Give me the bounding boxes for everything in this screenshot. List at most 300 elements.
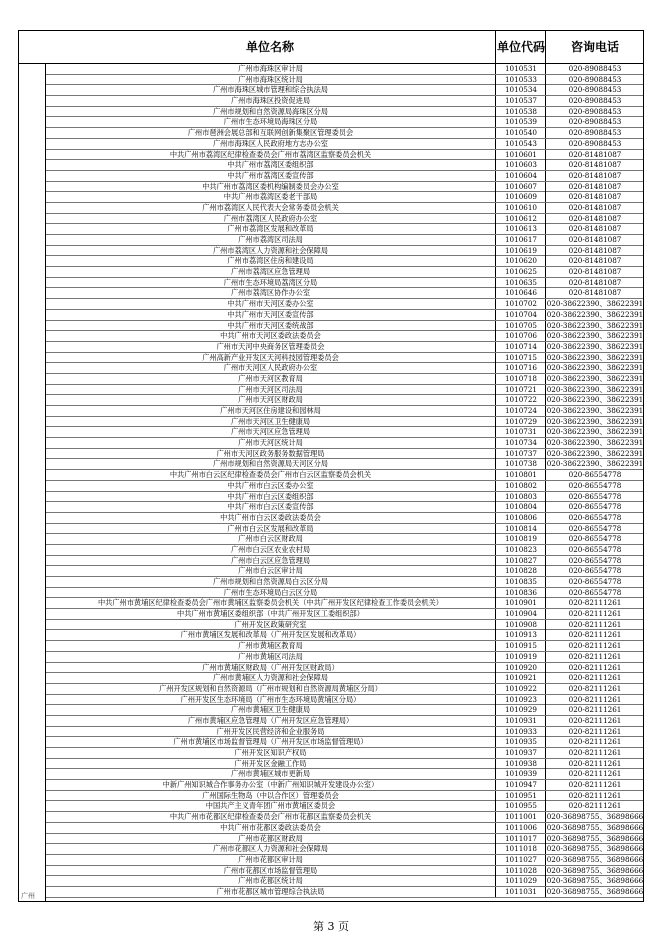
phone-cell: 020-38622390、38622391 (546, 373, 644, 383)
phone-cell: 020-82111261 (545, 716, 644, 726)
table-row (46, 834, 643, 845)
table-row (46, 406, 643, 417)
phone-cell: 020-82111261 (545, 620, 644, 630)
table-row (46, 417, 643, 428)
table-row (46, 887, 643, 898)
unit-name-cell: 广州市黄埔区应急管理局（广州开发区应急管理局） (187, 715, 354, 725)
unit-code-cell: 1010603 (495, 160, 546, 170)
page-footer: 第 3 页 (313, 920, 349, 933)
unit-code-cell: 1010908 (495, 620, 546, 630)
phone-cell: 020-89088453 (545, 139, 644, 149)
unit-name-cell: 广州市花都区财政局 (238, 833, 303, 843)
phone-cell: 020-38622390、38622391 (546, 406, 644, 415)
phone-cell: 020-38622390、38622391 (546, 459, 644, 469)
phone-cell: 020-38622390、38622391 (546, 448, 644, 458)
unit-name-cell: 中共广州市白云区委组织部 (227, 491, 314, 501)
unit-name-cell: 广州市天河区政务服务数据管理局 (216, 448, 325, 458)
table-row (46, 780, 643, 791)
table-row (46, 545, 643, 556)
unit-name-cell: 中共广州市荔湾区纪律检查委员会广州市荔湾区监察委员会机关 (169, 149, 372, 159)
unit-code-cell: 1010601 (495, 150, 546, 160)
unit-name-cell: 中共广州市天河区委办公室 (227, 299, 314, 309)
unit-code-cell: 1010619 (495, 246, 546, 256)
unit-code-cell: 1010901 (495, 598, 546, 608)
unit-name-cell: 中共广州市天河区委宣传部 (227, 309, 314, 319)
table-row (46, 630, 643, 641)
unit-name-cell: 中共广州市白云区委政法委员会 (220, 512, 321, 522)
unit-code-cell: 1010610 (495, 203, 546, 213)
phone-cell: 020-38622390、38622391 (546, 384, 644, 394)
phone-cell: 020-86554778 (545, 545, 644, 555)
table-row (46, 214, 643, 225)
unit-name-cell: 中共广州市天河区委统战部 (227, 320, 314, 330)
table-row (46, 652, 643, 663)
unit-name-cell: 广州市天河区财政局 (238, 395, 303, 405)
table-row (46, 620, 643, 631)
unit-code-cell: 1010935 (495, 737, 546, 747)
table-row (46, 737, 643, 748)
phone-cell: 020-82111261 (545, 759, 644, 769)
table-row (46, 96, 643, 107)
unit-name-cell: 广州市天河区应急管理局 (230, 427, 311, 437)
unit-name-cell: 广州市花都区城市管理综合执法局 (216, 886, 325, 896)
unit-code-cell: 1010814 (495, 524, 546, 534)
phone-cell: 020-82111261 (545, 598, 644, 608)
table-row (46, 150, 643, 161)
phone-cell: 020-81481087 (545, 192, 644, 202)
unit-code-cell: 1010737 (495, 449, 546, 459)
unit-code-cell: 1010951 (495, 791, 546, 801)
unit-code-cell: 1011017 (495, 834, 546, 844)
unit-code-cell: 1010931 (495, 716, 546, 726)
table-row (46, 203, 643, 214)
unit-code-cell: 1010938 (495, 759, 546, 769)
header-unit-name: 单位名称 (245, 40, 294, 54)
unit-name-cell: 广州市天河区卫生健康局 (230, 416, 311, 426)
unit-code-cell: 1010729 (495, 417, 546, 427)
unit-code-cell: 1010715 (495, 353, 546, 363)
unit-name-cell: 广州开发区规划和自然资源局（广州市规划和自然资源局黄埔区分局） (159, 683, 382, 693)
unit-code-cell: 1010955 (495, 801, 546, 811)
unit-code-cell: 1011001 (495, 812, 546, 822)
unit-name-cell: 广州市花都区人力资源和社会保障局 (212, 844, 328, 854)
unit-code-cell: 1010646 (495, 288, 546, 298)
table-row (46, 353, 643, 364)
table-row (46, 128, 643, 139)
phone-cell: 020-82111261 (545, 791, 644, 801)
unit-code-cell: 1010543 (495, 139, 546, 149)
phone-cell: 020-89088453 (545, 75, 644, 85)
unit-code-cell: 1011028 (495, 866, 546, 876)
phone-cell: 020-86554778 (545, 481, 644, 491)
unit-name-cell: 广州市生态环境局白云区分局 (223, 587, 318, 597)
phone-cell: 020-38622390、38622391 (546, 416, 644, 426)
phone-cell: 020-36898755、36898666 (546, 812, 644, 822)
table-row (46, 705, 643, 716)
phone-cell: 020-82111261 (545, 663, 644, 673)
phone-cell: 020-38622390、38622391 (546, 352, 644, 362)
unit-code-cell: 1010534 (495, 85, 546, 95)
header-unit-code: 单位代码 (495, 31, 546, 63)
unit-name-cell: 广州市琶洲会展总部和互联网创新集聚区管理委员会 (187, 128, 354, 138)
table-row (46, 759, 643, 770)
phone-cell: 020-82111261 (545, 801, 644, 811)
unit-code-cell: 1010620 (495, 256, 546, 266)
phone-cell: 020-89088453 (545, 107, 644, 117)
unit-code-cell: 1010705 (495, 321, 546, 331)
table-row (46, 641, 643, 652)
unit-name-cell: 广州市白云区财政局 (238, 534, 303, 544)
unit-code-cell: 1010913 (495, 630, 546, 640)
unit-name-cell: 广州市黄埔区市场监督管理局（广州开发区市场监督管理局） (173, 737, 368, 747)
unit-code-cell: 1010806 (495, 513, 546, 523)
unit-name-cell: 广州市天河区统计局 (238, 438, 303, 448)
phone-cell: 020-86554778 (545, 588, 644, 598)
unit-name-cell: 中共广州市黄埔区委组织部（中共广州开发区工委组织部） (177, 609, 364, 619)
table-row (46, 844, 643, 855)
unit-name-cell: 广州市天河区住房建设和园林局 (220, 406, 321, 415)
unit-code-cell: 1010904 (495, 609, 546, 619)
unit-code-cell: 1010714 (495, 342, 546, 352)
unit-code-cell: 1010625 (495, 267, 546, 277)
table-row (46, 598, 643, 609)
unit-name-cell: 中共广州市黄埔区纪律检查委员会广州市黄埔区监察委员会机关（中共广州开发区纪律检查工作委员会机关） (97, 598, 443, 608)
phone-cell: 020-38622390、38622391 (546, 309, 644, 319)
region-label: 广州 (21, 892, 35, 900)
table-row (46, 769, 643, 780)
table-row (46, 64, 643, 75)
phone-cell: 020-89088453 (545, 64, 644, 74)
phone-cell: 020-86554778 (545, 534, 644, 544)
table-row (46, 801, 643, 812)
table-row (46, 876, 643, 887)
unit-name-cell: 广州市荔湾区人民代表大会常务委员会机关 (202, 202, 339, 212)
unit-code-cell: 1011029 (495, 876, 546, 886)
table-row (46, 256, 643, 267)
unit-name-cell: 中共广州市花都区委政法委员会 (220, 822, 321, 832)
unit-code-cell: 1010939 (495, 769, 546, 779)
phone-cell: 020-82111261 (545, 705, 644, 715)
phone-cell: 020-38622390、38622391 (546, 331, 644, 341)
unit-name-cell: 广州开发区金融工作局 (234, 758, 307, 768)
unit-code-cell: 1010537 (495, 96, 546, 106)
unit-code-cell: 1011006 (495, 823, 546, 833)
unit-code-cell: 1011018 (495, 844, 546, 854)
table-row (46, 823, 643, 834)
phone-cell: 020-38622390、38622391 (546, 427, 644, 437)
unit-code-cell: 1010604 (495, 171, 546, 181)
phone-cell: 020-36898755、36898666 (546, 886, 644, 896)
table-header (19, 31, 643, 64)
unit-code-cell: 1010915 (495, 641, 546, 651)
phone-cell: 020-38622390、38622391 (546, 341, 644, 351)
phone-cell: 020-81481087 (545, 278, 644, 288)
phone-cell: 020-89088453 (545, 117, 644, 127)
unit-name-cell: 中共广州市荔湾区委宣传部 (227, 170, 314, 180)
unit-name-cell: 广州市黄埔区发展和改革局（广州开发区发展和改革局） (180, 630, 361, 640)
table-row (46, 267, 643, 278)
unit-code-cell: 1010609 (495, 192, 546, 202)
unit-name-cell: 广州市黄埔区司法局 (238, 651, 303, 661)
phone-cell: 020-86554778 (545, 470, 644, 480)
unit-name-cell: 广州市海珠区审计局 (238, 64, 303, 73)
unit-code-cell: 1010836 (495, 588, 546, 598)
unit-name-cell: 广州市白云区审计局 (238, 566, 303, 576)
unit-code-cell: 1010533 (495, 75, 546, 85)
unit-code-cell: 1010920 (495, 663, 546, 673)
phone-cell: 020-89088453 (545, 96, 644, 106)
unit-code-cell: 1010828 (495, 566, 546, 576)
table-row (46, 695, 643, 706)
table-row (46, 85, 643, 96)
phone-cell: 020-89088453 (545, 128, 644, 138)
unit-code-cell: 1010922 (495, 684, 546, 694)
unit-code-cell: 1010731 (495, 427, 546, 437)
phone-cell: 020-81481087 (545, 160, 644, 170)
unit-code-cell: 1010722 (495, 395, 546, 405)
phone-cell: 020-81481087 (545, 246, 644, 256)
unit-code-cell: 1010612 (495, 214, 546, 224)
phone-cell: 020-81481087 (545, 288, 644, 298)
unit-code-cell: 1010706 (495, 331, 546, 341)
unit-name-cell: 广州市荔湾区应急管理局 (230, 267, 311, 277)
table-row (46, 459, 643, 470)
unit-name-cell: 广州市荔湾区人力资源和社会保障局 (212, 245, 328, 255)
unit-code-cell: 1010835 (495, 577, 546, 587)
unit-code-cell: 1010804 (495, 502, 546, 512)
table-row (46, 310, 643, 321)
unit-code-cell: 1010718 (495, 374, 546, 384)
table-row (46, 812, 643, 823)
unit-name-cell: 广州开发区生态环境局（广州市生态环境局黄埔区分局） (180, 694, 361, 704)
unit-name-cell: 广州市白云区农业农村局 (230, 544, 311, 554)
unit-code-cell: 1010734 (495, 438, 546, 448)
table-row (46, 866, 643, 877)
unit-name-cell: 中共广州市荔湾区委老干部局 (223, 192, 318, 202)
phone-cell: 020-36898755、36898666 (546, 833, 644, 843)
unit-code-cell: 1010933 (495, 727, 546, 737)
phone-cell: 020-82111261 (545, 727, 644, 737)
table-row (46, 246, 643, 257)
table-row (46, 470, 643, 481)
unit-name-cell: 中新广州知识城合作事务办公室（中新广州知识城开发建设办公室） (162, 780, 379, 790)
phone-cell: 020-86554778 (545, 556, 644, 566)
unit-code-cell: 1010704 (495, 310, 546, 320)
unit-name-cell: 广州市白云区应急管理局 (230, 555, 311, 565)
table-row (46, 395, 643, 406)
phone-cell: 020-86554778 (545, 577, 644, 587)
unit-name-cell: 中共广州市荔湾区委组织部 (227, 160, 314, 170)
phone-cell: 020-36898755、36898666 (546, 876, 644, 886)
phone-cell: 020-89088453 (545, 85, 644, 95)
phone-cell: 020-36898755、36898666 (546, 822, 644, 832)
unit-name-cell: 广州市规划和自然资源局海珠区分局 (212, 106, 328, 116)
table-row (46, 524, 643, 535)
unit-code-cell: 1010539 (495, 117, 546, 127)
table-row (46, 171, 643, 182)
phone-cell: 020-38622390、38622391 (546, 438, 644, 448)
unit-name-cell: 广州市规划和自然资源局白云区分局 (212, 577, 328, 586)
phone-cell: 020-82111261 (545, 737, 644, 747)
phone-cell: 020-82111261 (545, 630, 644, 640)
unit-name-cell: 广州开发区政策研究室 (234, 619, 307, 629)
unit-code-cell: 1010702 (495, 299, 546, 309)
table-row (46, 139, 643, 150)
unit-code-cell: 1011027 (495, 855, 546, 865)
table-row (46, 791, 643, 802)
unit-name-cell: 广州市黄埔区卫生健康局 (230, 705, 311, 715)
unit-name-cell: 广州市荔湾区人民政府办公室 (223, 213, 318, 223)
phone-cell: 020-81481087 (545, 224, 644, 234)
unit-name-cell: 广州开发区民营经济和企业服务局 (216, 726, 325, 736)
unit-name-cell: 广州市荔湾区协作办公室 (230, 288, 311, 298)
phone-cell: 020-82111261 (545, 641, 644, 651)
table-row (46, 438, 643, 449)
unit-name-cell: 广州市天河区人民政府办公室 (223, 363, 318, 373)
phone-cell: 020-82111261 (545, 695, 644, 705)
unit-name-cell: 广州市花都区统计局 (238, 876, 303, 886)
table-row (46, 331, 643, 342)
table-row (46, 556, 643, 567)
table-row (46, 566, 643, 577)
unit-code-cell: 1010803 (495, 492, 546, 502)
table-row (46, 182, 643, 193)
unit-code-cell: 1010635 (495, 278, 546, 288)
table-row (46, 288, 643, 299)
unit-name-cell: 广州市海珠区城市管理和综合执法局 (212, 85, 328, 95)
unit-name-cell: 广州市规划和自然资源局天河区分局 (212, 459, 328, 469)
unit-name-cell: 中共广州市白云区委宣传部 (227, 502, 314, 512)
table-row (46, 855, 643, 866)
table-row (46, 385, 643, 396)
phone-cell: 020-86554778 (545, 502, 644, 512)
unit-code-cell: 1010716 (495, 363, 546, 373)
unit-code-cell: 1010617 (495, 235, 546, 245)
unit-code-cell: 1010819 (495, 534, 546, 544)
unit-name-cell: 广州国际生物岛（中以合作区）管理委员会 (202, 790, 339, 800)
unit-name-cell: 广州市荔湾区司法局 (238, 235, 303, 244)
unit-code-cell: 1010538 (495, 107, 546, 117)
unit-code-cell: 1010801 (495, 470, 546, 480)
table-row (46, 278, 643, 289)
unit-code-cell: 1010738 (495, 459, 546, 469)
phone-cell: 020-38622390、38622391 (546, 363, 644, 373)
unit-code-cell: 1010721 (495, 385, 546, 395)
unit-name-cell: 中共广州市花都区纪律检查委员会广州市花都区监察委员会机关 (169, 812, 372, 822)
unit-name-cell: 中共广州市荔湾区委机构编制委员会办公室 (202, 181, 339, 191)
table-row (46, 374, 643, 385)
phone-cell: 020-81481087 (545, 171, 644, 181)
table-row (46, 235, 643, 246)
unit-name-cell: 广州市白云区发展和改革局 (227, 523, 314, 533)
table-row (46, 577, 643, 588)
phone-cell: 020-82111261 (545, 748, 644, 758)
table-row (46, 609, 643, 620)
table-row (46, 363, 643, 374)
unit-code-cell: 1010724 (495, 406, 546, 416)
unit-name-cell: 广州市黄埔区人力资源和社会保障局 (212, 673, 328, 683)
unit-code-cell: 1010947 (495, 780, 546, 790)
phone-cell: 020-38622390、38622391 (546, 395, 644, 405)
table-row (46, 534, 643, 545)
phone-cell: 020-86554778 (545, 492, 644, 502)
unit-name-cell: 广州市荔湾区发展和改革局 (227, 224, 314, 234)
table-row (46, 342, 643, 353)
phone-cell: 020-81481087 (545, 203, 644, 213)
unit-name-cell: 广州市天河区教育局 (238, 373, 303, 383)
phone-cell: 020-81481087 (545, 235, 644, 245)
table-row (46, 716, 643, 727)
table-row (46, 160, 643, 171)
unit-name-cell: 广州市黄埔区财政局（广州开发区财政局） (202, 662, 339, 672)
unit-name-cell: 广州市天河中央商务区管理委员会 (216, 341, 325, 351)
table-row (46, 492, 643, 503)
unit-name-cell: 广州市海珠区投资促进局 (230, 96, 311, 106)
phone-cell: 020-81481087 (545, 214, 644, 224)
unit-code-cell: 1010802 (495, 481, 546, 491)
unit-name-cell: 广州市花都区市场监督管理局 (223, 865, 318, 875)
table-row (46, 427, 643, 438)
unit-code-cell: 1010531 (495, 64, 546, 74)
phone-cell: 020-81481087 (545, 267, 644, 277)
unit-code-cell: 1010937 (495, 748, 546, 758)
unit-name-cell: 广州市海珠区统计局 (238, 74, 303, 84)
unit-name-cell: 广州市荔湾区住房和建设局 (227, 256, 314, 266)
unit-name-cell: 广州市海珠区人民政府地方志办公室 (212, 138, 328, 148)
unit-code-cell: 1010823 (495, 545, 546, 555)
table-row (46, 481, 643, 492)
unit-name-cell: 广州市生态环境局海珠区分局 (223, 117, 318, 127)
table-row (46, 192, 643, 203)
table-row (46, 588, 643, 599)
phone-cell: 020-86554778 (545, 513, 644, 523)
phone-cell: 020-86554778 (545, 524, 644, 534)
table-row (46, 513, 643, 524)
unit-code-cell: 1010921 (495, 673, 546, 683)
table-body (46, 64, 643, 898)
table-row (46, 663, 643, 674)
table-row (46, 684, 643, 695)
phone-cell: 020-82111261 (545, 780, 644, 790)
phone-cell: 020-36898755、36898666 (546, 844, 644, 854)
unit-name-cell: 广州市黄埔区城市更新局 (230, 769, 311, 779)
unit-name-cell: 中国共产主义青年团广州市黄埔区委员会 (205, 801, 336, 811)
table (18, 30, 644, 902)
table-row (46, 321, 643, 332)
unit-name-cell: 广州开发区知识产权局 (234, 748, 307, 757)
unit-code-cell: 1010919 (495, 652, 546, 662)
unit-name-cell: 中共广州市白云区纪律检查委员会广州市白云区监察委员会机关 (169, 470, 372, 480)
unit-code-cell: 1010929 (495, 705, 546, 715)
table-row (46, 673, 643, 684)
unit-name-cell: 广州市黄埔区教育局 (238, 641, 303, 651)
unit-name-cell: 中共广州市天河区委政法委员会 (220, 331, 321, 341)
phone-cell: 020-82111261 (545, 673, 644, 683)
unit-name-cell: 广州市花都区审计局 (238, 854, 303, 864)
phone-cell: 020-86554778 (545, 566, 644, 576)
header-phone: 咨询电话 (545, 31, 644, 63)
phone-cell: 020-36898755、36898666 (546, 854, 644, 864)
unit-name-cell: 中共广州市白云区委办公室 (227, 480, 314, 490)
table-row (46, 449, 643, 460)
phone-cell: 020-82111261 (545, 769, 644, 779)
phone-cell: 020-81481087 (545, 150, 644, 160)
unit-code-cell: 1010923 (495, 695, 546, 705)
table-row (46, 502, 643, 513)
phone-cell: 020-82111261 (545, 609, 644, 619)
table-row (46, 727, 643, 738)
table-row (46, 117, 643, 128)
